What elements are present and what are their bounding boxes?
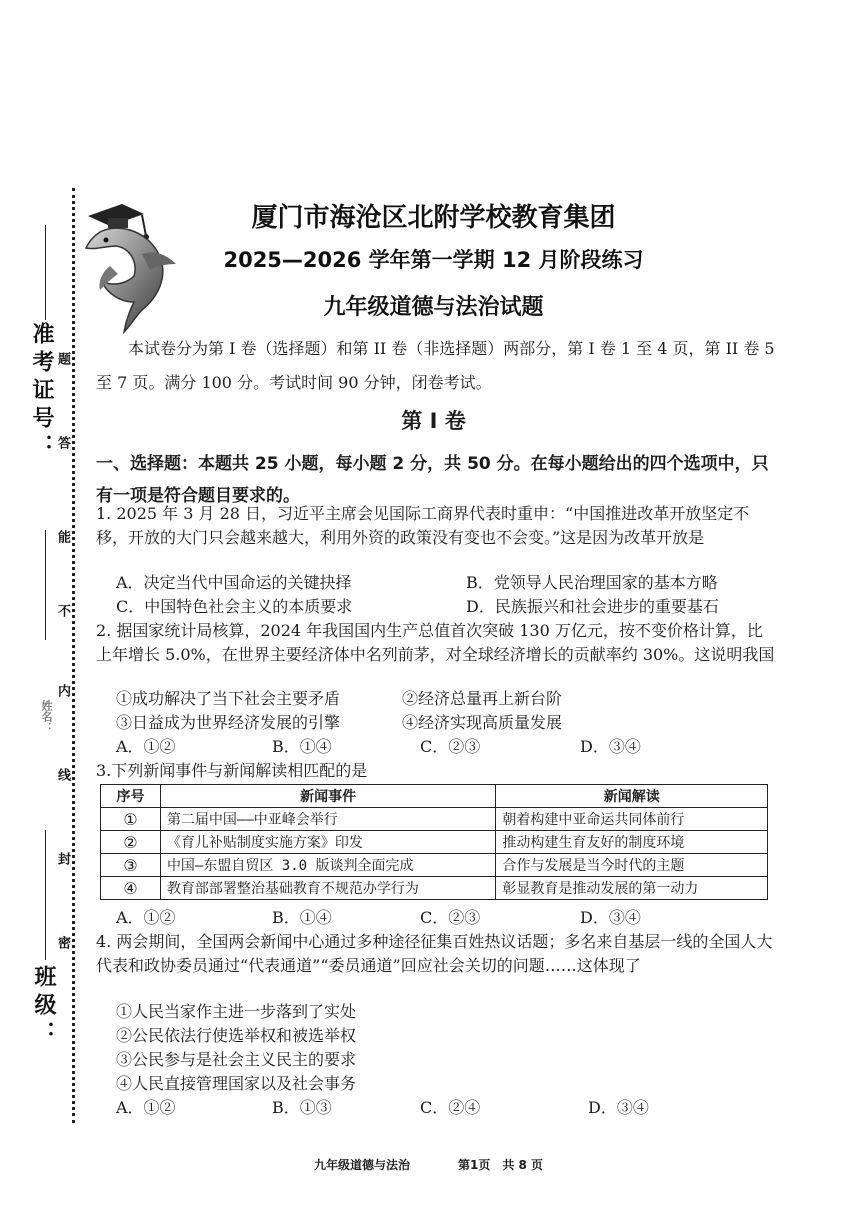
table-cell: ③: [101, 854, 161, 877]
table-cell: 第二届中国——中亚峰会举行: [160, 808, 495, 831]
term-title: 2025—2026 学年第一学期 12 月阶段练习: [223, 248, 644, 272]
table-cell: 教育部部署整治基础教育不规范办学行为: [160, 877, 495, 900]
question-1-option-b[interactable]: B．党领导人民治理国家的基本方略: [466, 573, 718, 592]
news-table: [100, 784, 768, 900]
question-2-option-a[interactable]: A．①②: [116, 737, 176, 756]
name-blank[interactable]: [45, 530, 46, 640]
question-1-option-c[interactable]: C．中国特色社会主义的本质要求: [116, 597, 353, 616]
question-2-stem: 2. 据国家统计局核算，2024 年我国国内生产总值首次突破 130 万亿元，按不变价格计算，比上年增长 5.0%，在世界主要经济体中名列前茅，对全球经济增长的贡献率约 30%。这说明我国: [96, 621, 775, 664]
question-1-option-d[interactable]: D．民族振兴和社会进步的重要基石: [466, 597, 719, 616]
question-4-option-c[interactable]: C．②④: [420, 1098, 481, 1117]
seal-word-3: 能: [55, 530, 70, 543]
question-3-option-a[interactable]: A．①②: [116, 908, 176, 927]
question-2-statement-3: ③日益成为世界经济发展的引擎: [116, 713, 341, 732]
question-4-option-a[interactable]: A．①②: [116, 1098, 176, 1117]
table-row: [101, 808, 768, 831]
question-4-option-b[interactable]: B．①③: [272, 1098, 332, 1117]
question-1-stem: 1. 2025 年 3 月 28 日，习近平主席会见国际工商界代表时重申：“中国推进改革开放坚定不移，开放的大门只会越来越大，利用外资的政策没有变也不会变。”这是因为改革开放是: [96, 504, 750, 547]
seal-word-4: 不: [55, 604, 70, 617]
section-title: 第 I 卷: [401, 409, 466, 433]
footer-page-number: 第1页 共 8 页: [458, 1158, 544, 1172]
table-cell: ④: [101, 877, 161, 900]
question-2-statement-4: ④经济实现高质量发展: [402, 713, 563, 732]
exam-number-label: 准考证号：: [29, 322, 54, 462]
class-label: 班级：: [31, 965, 56, 1049]
question-3-option-d[interactable]: D．③④: [580, 908, 641, 927]
question-2-statement-2: ②经济总量再上新台阶: [402, 689, 563, 708]
table-cell: 彰显教育是推动发展的第一动力: [496, 877, 768, 900]
binding-line: [72, 188, 75, 1123]
question-4-statement-1: ①人民当家作主进一步落到了实处: [116, 1002, 357, 1021]
question-4-option-d[interactable]: D．③④: [588, 1098, 649, 1117]
question-4-statement-4: ④人民直接管理国家以及社会事务: [116, 1074, 357, 1093]
school-title: 厦门市海沧区北附学校教育集团: [251, 203, 616, 233]
name-label: 姓名：: [40, 700, 53, 733]
seal-word-1: 题: [55, 352, 70, 365]
table-row: [101, 854, 768, 877]
class-blank[interactable]: [45, 830, 46, 960]
question-1-option-a[interactable]: A．决定当代中国命运的关键抉择: [116, 573, 352, 592]
question-3-stem: 3.下列新闻事件与新闻解读相匹配的是: [96, 761, 368, 780]
seal-word-7: 封: [55, 852, 70, 865]
table-cell: ①: [101, 808, 161, 831]
question-4-statement-3: ③公民参与是社会主义民主的要求: [116, 1050, 357, 1069]
question-3-option-b[interactable]: B．①④: [272, 908, 332, 927]
part-one-instructions: 一、选择题：本题共 25 小题，每小题 2 分，共 50 分。在每小题给出的四个选项中，只有一项是符合题目要求的。: [96, 454, 769, 506]
question-2-option-b[interactable]: B．①④: [272, 737, 332, 756]
seal-word-2: 答: [55, 436, 70, 449]
table-header: 序号: [101, 785, 161, 808]
seal-word-6: 线: [55, 768, 70, 781]
table-row: [101, 831, 768, 854]
question-4-statement-2: ②公民依法行使选举权和被选举权: [116, 1026, 357, 1045]
table-cell: 朝着构建中亚命运共同体前行: [496, 808, 768, 831]
question-3-option-c[interactable]: C．②③: [420, 908, 481, 927]
seal-word-5: 内: [55, 684, 70, 697]
table-cell: 中国—东盟自贸区 3.0 版谈判全面完成: [160, 854, 495, 877]
table-header: 新闻事件: [160, 785, 495, 808]
question-4-stem: 4. 两会期间，全国两会新闻中心通过多种途径征集百姓热议话题；多名来自基层一线的全国人大代表和政协委员通过“代表通道”“委员通道”回应社会关切的问题……这体现了: [96, 932, 773, 975]
table-header: 新闻解读: [496, 785, 768, 808]
table-cell: ②: [101, 831, 161, 854]
question-2-option-c[interactable]: C．②③: [420, 737, 481, 756]
table-cell: 推动构建生育友好的制度环境: [496, 831, 768, 854]
table-cell: 《育儿补贴制度实施方案》印发: [160, 831, 495, 854]
exam-instructions: 本试卷分为第 I 卷（选择题）和第 II 卷（非选择题）两部分，第 I 卷 1 至 4 页，第 II 卷 5 至 7 页。满分 100 分。考试时间 90 分钟，闭卷考试。: [96, 339, 775, 392]
question-2-option-d[interactable]: D．③④: [580, 737, 641, 756]
question-2-statement-1: ①成功解决了当下社会主要矛盾: [116, 689, 341, 708]
subject-title: 九年级道德与法治试题: [323, 295, 544, 320]
footer-subject: 九年级道德与法治: [314, 1158, 411, 1172]
table-header-row: [101, 785, 768, 808]
seal-word-8: 密: [55, 936, 70, 949]
table-cell: 合作与发展是当今时代的主题: [496, 854, 768, 877]
table-row: [101, 877, 768, 900]
